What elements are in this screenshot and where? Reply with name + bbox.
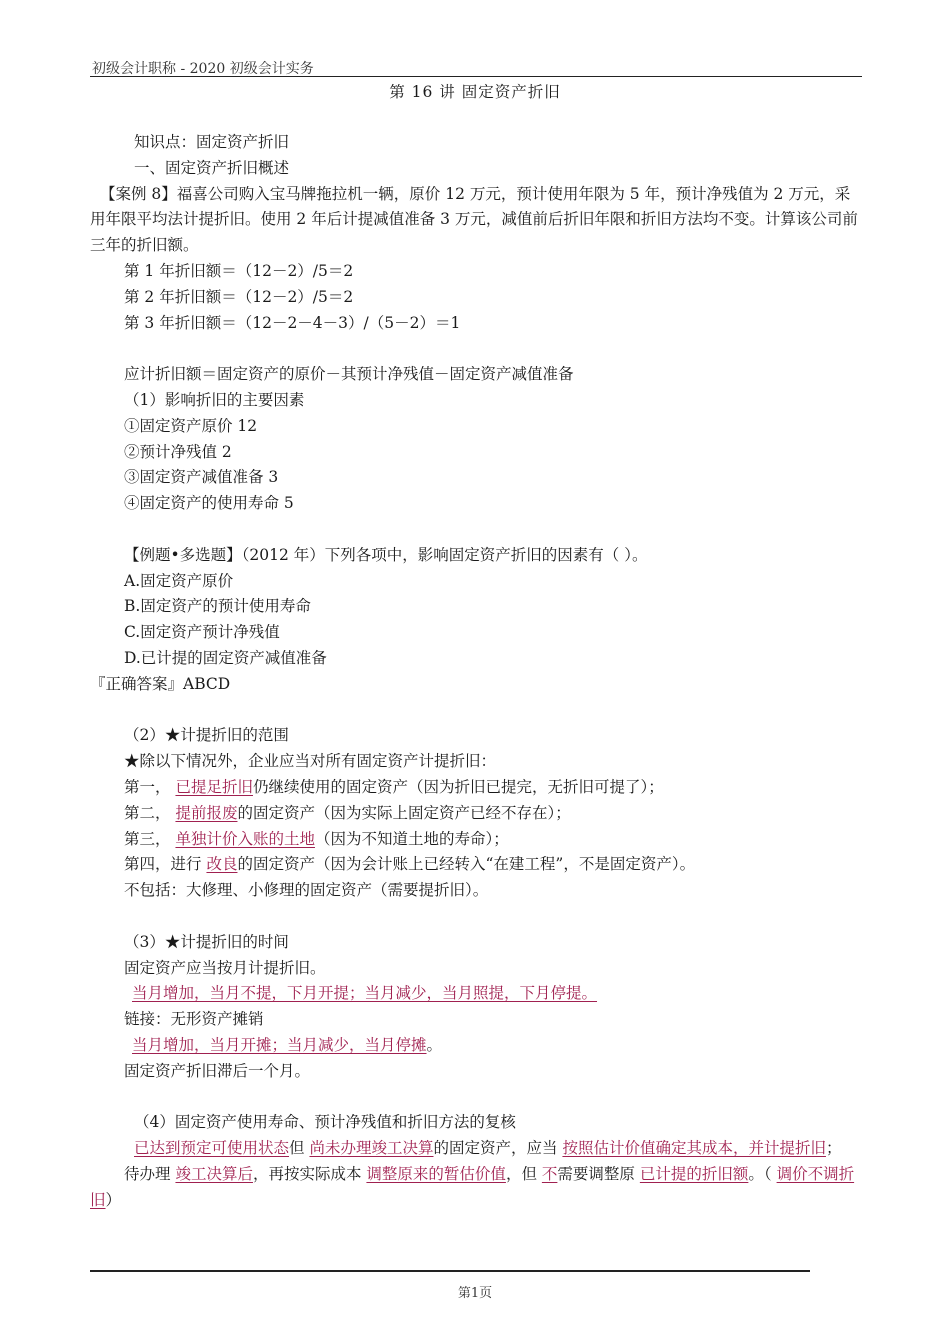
- timing-mnemonic: [90, 981, 862, 1007]
- range-item-1-text: 仍继续使用的固定资产（因为折旧已提完，无折旧可提了）；: [252, 777, 664, 796]
- range-heading: （2）★计提折旧的范围: [124, 726, 289, 745]
- case-paragraph: 【案例 8】福喜公司购入宝马牌拖拉机一辆，原价 12 万元，预计使用年限为 5 年，预计净残值为 2 万元，采用年限平均法计提折旧。使用 2 年后计提减值准备 3 万元，减值前后折旧年限和折旧方法均不变。计算该公司前三年的折旧额。: [90, 184, 858, 255]
- example-question: 【例题•多选题】（2012 年）下列各项中，影响固定资产折旧的因素有（ ）。: [124, 545, 648, 564]
- range-item-4-highlight: 改良: [206, 855, 238, 874]
- review-p1-text-3: ；: [825, 1139, 842, 1158]
- review-heading: （4）固定资产使用寿命、预计净残值和折旧方法的复核: [134, 1113, 516, 1132]
- depreciation-lag: 固定资产折旧滞后一个月。: [124, 1061, 311, 1080]
- review-p2-highlight-1: 竣工决算后: [175, 1164, 253, 1183]
- range-item-1-prefix: 第一，: [124, 777, 171, 796]
- factor-1: ①固定资产原价 12: [124, 416, 258, 435]
- amortization-mnemonic: [90, 1033, 862, 1059]
- calc-year-3: 第 3 年折旧额＝（12－2－4－3）/（5－2）＝1: [124, 313, 461, 332]
- range-item-1: [90, 775, 862, 801]
- timing-rule: 固定资产应当按月计提折旧。: [124, 958, 326, 977]
- knowledge-point: 知识点：固定资产折旧: [134, 133, 290, 151]
- timing-heading: （3）★计提折旧的时间: [124, 932, 289, 951]
- calc-year-2: 第 2 年折旧额＝（12－2）/5＝2: [124, 287, 354, 306]
- page-title: 第 16 讲 固定资产折旧: [389, 83, 561, 101]
- factor-2: ②预计净残值 2: [124, 442, 232, 461]
- section-1-heading: 一、固定资产折旧概述: [134, 158, 290, 177]
- range-item-2-highlight: 提前报废: [175, 803, 238, 822]
- page-number: 第1页: [457, 1286, 493, 1301]
- option-b: B.固定资产的预计使用寿命: [124, 597, 311, 616]
- range-item-4: [90, 852, 862, 878]
- review-p2-text-2: ，再按实际成本: [252, 1164, 362, 1183]
- formula-line: 应计折旧额＝固定资产的原价－其预计净残值－固定资产减值准备: [124, 365, 574, 384]
- range-item-3-text: （因为不知道土地的寿命）；: [314, 829, 509, 848]
- header-text: 初级会计职称 - 2020 初级会计实务: [92, 61, 314, 77]
- review-p2-highlight-2: 调整原来的暂估价值: [366, 1164, 506, 1183]
- review-p2-highlight-5: 调价不调折旧: [90, 1164, 855, 1209]
- factor-3: ③固定资产减值准备 3: [124, 468, 279, 487]
- review-p1-highlight-2: 尚未办理竣工决算: [309, 1139, 434, 1158]
- footer-rule: [90, 1270, 810, 1272]
- factors-heading: （1）影响折旧的主要因素: [124, 390, 305, 409]
- calc-year-1: 第 1 年折旧额＝（12－2）/5＝2: [124, 261, 354, 280]
- range-item-2-prefix: 第二，: [124, 803, 171, 822]
- range-item-1-highlight: 已提足折旧: [175, 777, 253, 796]
- range-item-3-prefix: 第三，: [124, 829, 171, 848]
- option-a: A.固定资产原价: [124, 571, 234, 590]
- review-p2-text-3: ，但: [505, 1164, 537, 1183]
- review-p1-text-2: 的固定资产，应当: [433, 1139, 558, 1158]
- document-body: [90, 130, 862, 1213]
- review-p2-highlight-4: 已计提的折旧额: [639, 1164, 749, 1183]
- review-p2-text-5: 。（: [748, 1164, 772, 1183]
- range-intro: ★除以下情况外，企业应当对所有固定资产计提折旧：: [124, 752, 497, 771]
- review-p1-highlight-3: 按照估计价值确定其成本，并计提折旧: [562, 1139, 826, 1158]
- correct-answer: 『正确答案』ABCD: [90, 674, 231, 693]
- range-item-4-prefix: 第四，进行: [124, 855, 202, 874]
- range-item-2-text: 的固定资产（因为实际上固定资产已经不存在）；: [237, 803, 571, 822]
- header-rule: [90, 76, 862, 77]
- review-p2-text-1: 待办理: [124, 1164, 171, 1183]
- amortization-mnemonic-highlight: 当月增加，当月开摊；当月减少，当月停摊: [132, 1035, 427, 1054]
- range-item-3: [90, 827, 862, 853]
- amortization-mnemonic-end: 。: [426, 1035, 443, 1054]
- review-p2-text-6: ）: [105, 1190, 122, 1209]
- timing-mnemonic-highlight: 当月增加，当月不提，下月开提；当月减少，当月照提，下月停提。: [132, 984, 598, 1003]
- option-d: D.已计提的固定资产减值准备: [124, 648, 327, 667]
- review-p2-highlight-3: 不: [541, 1164, 558, 1183]
- review-p1-text-1: 但: [289, 1139, 305, 1158]
- review-paragraph-2: [90, 1162, 862, 1214]
- review-p2-text-4: 需要调整原: [557, 1164, 635, 1183]
- range-item-2: [90, 801, 862, 827]
- range-item-3-highlight: 单独计价入账的土地: [175, 829, 315, 848]
- option-c: C.固定资产预计净残值: [124, 623, 280, 642]
- review-p1-highlight-1: 已达到预定可使用状态: [134, 1139, 290, 1158]
- range-item-4-text: 的固定资产（因为会计账上已经转入“在建工程”，不是固定资产）。: [237, 855, 696, 874]
- review-paragraph-1: [90, 1136, 862, 1162]
- range-exclusion: 不包括：大修理、小修理的固定资产（需要提折旧）。: [124, 881, 489, 900]
- factor-4: ④固定资产的使用寿命 5: [124, 494, 294, 513]
- link-intangible: 链接：无形资产摊销: [124, 1010, 264, 1029]
